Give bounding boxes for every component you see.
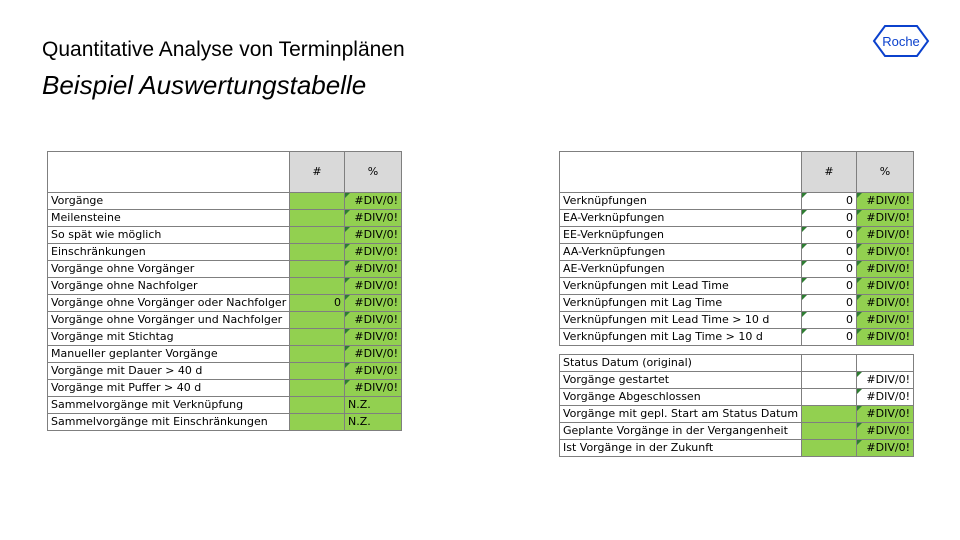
table-row <box>48 363 402 380</box>
spacer-cell <box>560 346 802 355</box>
row-label: Meilensteine <box>48 210 290 227</box>
row-label: Vorgänge <box>48 193 290 210</box>
row-count: 0 <box>802 227 857 244</box>
row-percent: #DIV/0! <box>857 423 914 440</box>
table-row <box>48 312 402 329</box>
row-count <box>290 346 345 363</box>
table-row <box>560 389 914 406</box>
row-percent: #DIV/0! <box>345 380 402 397</box>
roche-logo-text: Roche <box>882 34 920 49</box>
table-row <box>560 261 914 278</box>
row-percent: #DIV/0! <box>345 363 402 380</box>
left-evaluation-table <box>47 151 402 431</box>
row-percent: #DIV/0! <box>857 440 914 457</box>
row-percent: #DIV/0! <box>857 372 914 389</box>
table-row <box>560 372 914 389</box>
row-count <box>290 210 345 227</box>
table-row <box>560 440 914 457</box>
row-label: Vorgänge ohne Vorgänger <box>48 261 290 278</box>
row-label: AA-Verknüpfungen <box>560 244 802 261</box>
row-percent: #DIV/0! <box>345 261 402 278</box>
spacer-cell <box>802 346 857 355</box>
row-count <box>290 312 345 329</box>
slide-title: Quantitative Analyse von Terminplänen <box>42 38 405 61</box>
table-row <box>560 210 914 227</box>
row-percent: N.Z. <box>345 414 402 431</box>
header-percent: % <box>857 152 914 193</box>
row-label: Sammelvorgänge mit Verknüpfung <box>48 397 290 414</box>
row-count <box>290 363 345 380</box>
row-count: 0 <box>802 244 857 261</box>
row-percent: #DIV/0! <box>345 312 402 329</box>
table-spacer <box>560 346 914 355</box>
row-label: AE-Verknüpfungen <box>560 261 802 278</box>
row-count: 0 <box>802 312 857 329</box>
table-header-row <box>48 152 402 193</box>
table-row <box>48 261 402 278</box>
spacer-cell <box>857 346 914 355</box>
table-row <box>560 193 914 210</box>
row-count <box>290 329 345 346</box>
table-row <box>48 329 402 346</box>
row-count: 0 <box>802 210 857 227</box>
table-row <box>48 414 402 431</box>
row-label: Verknüpfungen mit Lead Time <box>560 278 802 295</box>
row-percent: #DIV/0! <box>857 312 914 329</box>
row-percent: #DIV/0! <box>345 193 402 210</box>
row-count <box>802 423 857 440</box>
slide-subtitle: Beispiel Auswertungstabelle <box>42 70 367 100</box>
row-count: 0 <box>290 295 345 312</box>
table-header-row <box>560 152 914 193</box>
row-label: Status Datum (original) <box>560 355 802 372</box>
row-label: Vorgänge mit Stichtag <box>48 329 290 346</box>
table-row <box>560 406 914 423</box>
row-percent: #DIV/0! <box>345 227 402 244</box>
row-percent: #DIV/0! <box>857 193 914 210</box>
row-count: 0 <box>802 193 857 210</box>
row-label: Vorgänge mit Puffer > 40 d <box>48 380 290 397</box>
row-count <box>290 414 345 431</box>
header-blank-cell <box>48 152 290 193</box>
row-label: Geplante Vorgänge in der Vergangenheit <box>560 423 802 440</box>
row-count <box>802 355 857 372</box>
row-label: Vorgänge mit Dauer > 40 d <box>48 363 290 380</box>
row-count <box>290 278 345 295</box>
table-row <box>560 355 914 372</box>
row-count: 0 <box>802 278 857 295</box>
table-row <box>560 295 914 312</box>
row-label: Vorgänge gestartet <box>560 372 802 389</box>
row-percent: #DIV/0! <box>345 295 402 312</box>
row-percent: #DIV/0! <box>345 244 402 261</box>
row-count <box>802 372 857 389</box>
header-count: # <box>802 152 857 193</box>
row-percent: #DIV/0! <box>345 210 402 227</box>
row-percent: #DIV/0! <box>857 227 914 244</box>
row-label: Manueller geplanter Vorgänge <box>48 346 290 363</box>
row-label: Vorgänge Abgeschlossen <box>560 389 802 406</box>
table-row <box>48 227 402 244</box>
row-label: Vorgänge ohne Nachfolger <box>48 278 290 295</box>
row-label: Vorgänge ohne Vorgänger oder Nachfolger <box>48 295 290 312</box>
header-count: # <box>290 152 345 193</box>
row-percent: #DIV/0! <box>857 329 914 346</box>
row-label: Einschränkungen <box>48 244 290 261</box>
row-label: Sammelvorgänge mit Einschränkungen <box>48 414 290 431</box>
row-label: Verknüpfungen mit Lag Time > 10 d <box>560 329 802 346</box>
row-percent: #DIV/0! <box>857 210 914 227</box>
row-count: 0 <box>802 329 857 346</box>
row-label: Verknüpfungen mit Lag Time <box>560 295 802 312</box>
table-row <box>48 397 402 414</box>
row-percent: N.Z. <box>345 397 402 414</box>
row-label: EA-Verknüpfungen <box>560 210 802 227</box>
table-row <box>48 193 402 210</box>
row-count <box>290 227 345 244</box>
row-percent: #DIV/0! <box>857 244 914 261</box>
table-row <box>560 423 914 440</box>
row-label: Verknüpfungen mit Lead Time > 10 d <box>560 312 802 329</box>
row-count <box>290 380 345 397</box>
row-percent: #DIV/0! <box>345 346 402 363</box>
row-percent: #DIV/0! <box>857 406 914 423</box>
table-row <box>48 244 402 261</box>
header-blank-cell <box>560 152 802 193</box>
table-row <box>48 278 402 295</box>
table-row <box>560 312 914 329</box>
row-percent <box>857 355 914 372</box>
right-evaluation-table <box>559 151 914 457</box>
row-count <box>290 193 345 210</box>
table-row <box>48 380 402 397</box>
row-label: Vorgänge mit gepl. Start am Status Datum <box>560 406 802 423</box>
row-label: Ist Vorgänge in der Zukunft <box>560 440 802 457</box>
row-count <box>802 440 857 457</box>
header-percent: % <box>345 152 402 193</box>
row-percent: #DIV/0! <box>857 278 914 295</box>
table-row <box>48 346 402 363</box>
row-label: EE-Verknüpfungen <box>560 227 802 244</box>
table-row <box>560 244 914 261</box>
row-count: 0 <box>802 295 857 312</box>
row-count <box>290 244 345 261</box>
table-row <box>48 295 402 312</box>
row-count <box>802 406 857 423</box>
table-row <box>560 278 914 295</box>
row-count <box>802 389 857 406</box>
row-label: Vorgänge ohne Vorgänger und Nachfolger <box>48 312 290 329</box>
row-percent: #DIV/0! <box>345 329 402 346</box>
table-row <box>48 210 402 227</box>
row-count <box>290 397 345 414</box>
table-row <box>560 329 914 346</box>
row-percent: #DIV/0! <box>857 295 914 312</box>
roche-logo <box>872 24 930 58</box>
row-label: Verknüpfungen <box>560 193 802 210</box>
row-percent: #DIV/0! <box>345 278 402 295</box>
row-percent: #DIV/0! <box>857 261 914 278</box>
row-count <box>290 261 345 278</box>
row-label: So spät wie möglich <box>48 227 290 244</box>
row-percent: #DIV/0! <box>857 389 914 406</box>
row-count: 0 <box>802 261 857 278</box>
table-row <box>560 227 914 244</box>
